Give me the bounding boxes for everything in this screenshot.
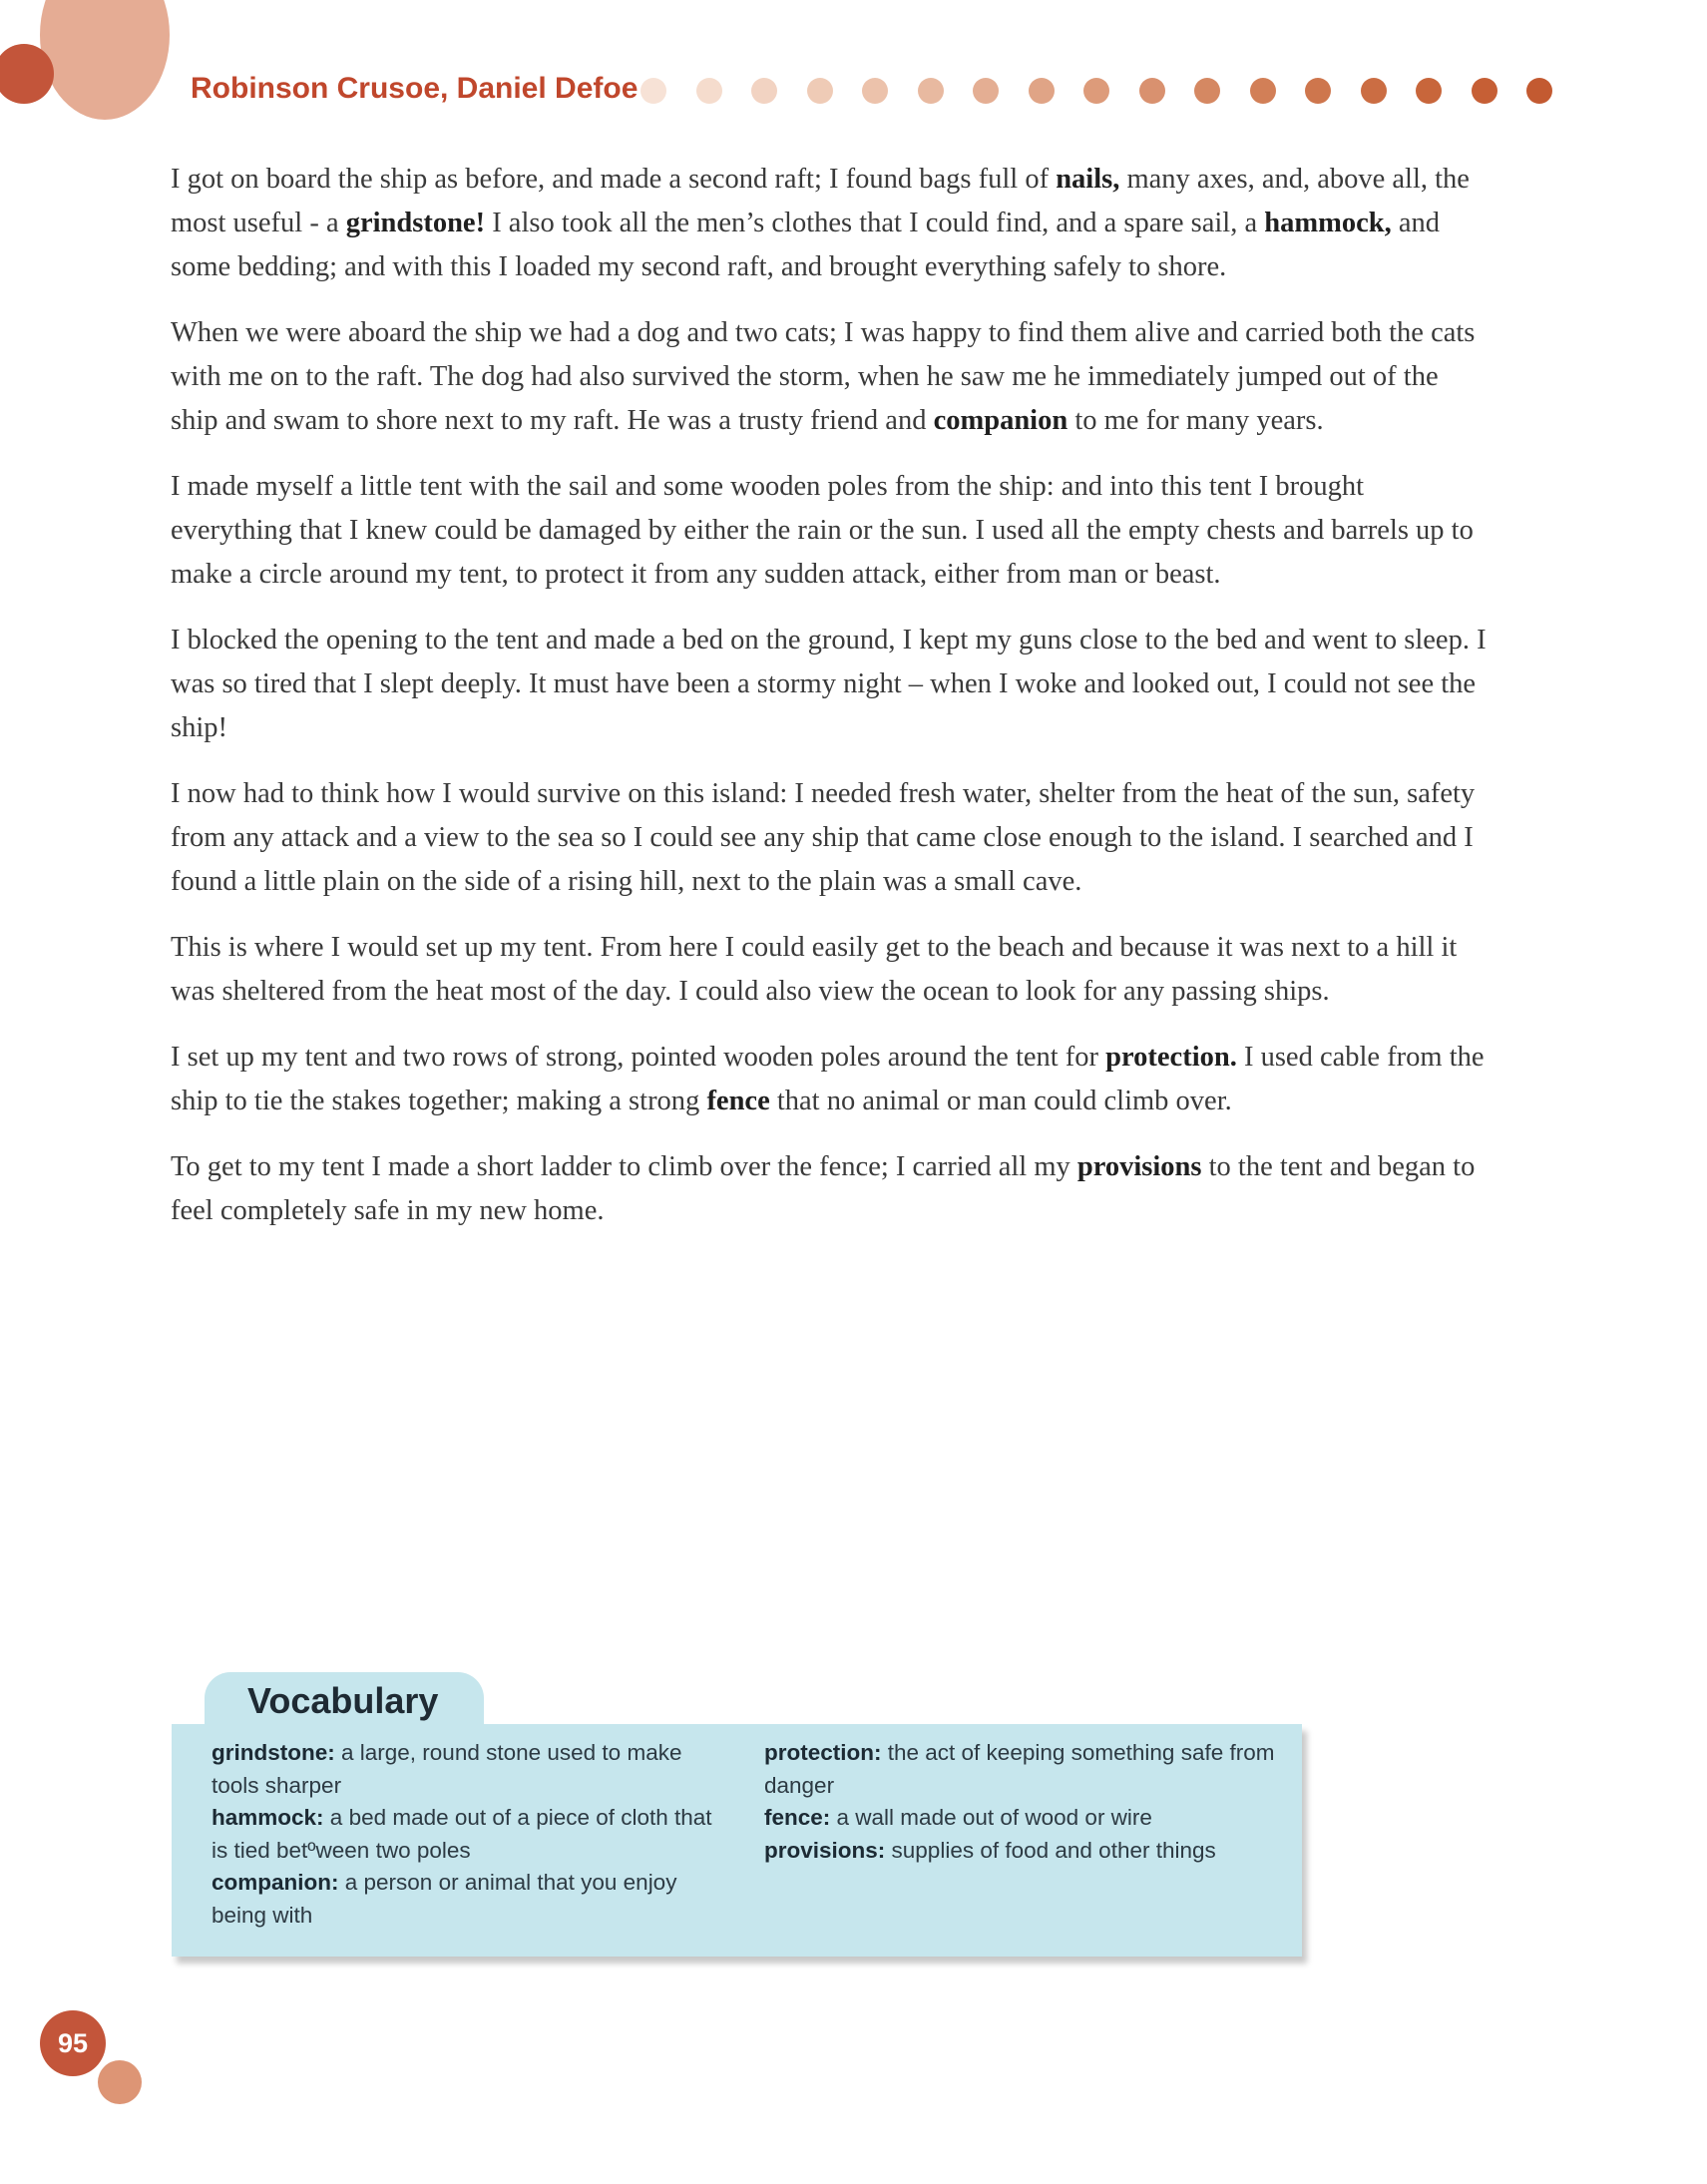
text-segment: many axes, and, above all, the most useful - a <box>171 164 1470 238</box>
vocabulary-entry <box>212 1737 730 1802</box>
header-dot <box>1139 78 1165 104</box>
vocabulary-highlight-word: grindstone! <box>345 208 486 238</box>
header-dot <box>1083 78 1109 104</box>
vocabulary-entry <box>212 1802 730 1867</box>
vocabulary-term: provisions: <box>764 1837 886 1863</box>
header-dot <box>1472 78 1497 104</box>
vocabulary-highlight-word: protection. <box>1105 1042 1237 1073</box>
vocabulary-entry <box>212 1867 730 1932</box>
header-dot <box>1361 78 1387 104</box>
vocabulary-highlight-word: provisions <box>1076 1151 1202 1182</box>
header-dot <box>1305 78 1331 104</box>
story-text <box>171 158 1488 1255</box>
vocabulary-entry <box>764 1802 1283 1835</box>
header-dot <box>1029 78 1055 104</box>
vocabulary-definition: a bed made out of a piece of cloth that is tied betºween two poles <box>212 1805 712 1863</box>
text-segment: to the tent and began to feel completely safe in my new home. <box>171 1151 1476 1226</box>
text-segment: to me for many years. <box>1067 405 1324 436</box>
vocabulary-term: hammock: <box>212 1805 324 1830</box>
header-dot <box>918 78 944 104</box>
text-segment: that no animal or man could climb over. <box>769 1086 1232 1116</box>
page-number: 95 <box>57 2028 89 2058</box>
text-segment: I used cable from the ship to tie the stakes together; making a strong <box>171 1042 1485 1116</box>
header-dot <box>640 78 666 104</box>
header-dot <box>862 78 888 104</box>
vocabulary-highlight-word: fence <box>706 1086 770 1116</box>
vocabulary-definition: supplies of food and other things <box>885 1837 1216 1863</box>
vocabulary-highlight-word: hammock, <box>1264 208 1392 238</box>
text-segment: I now had to think how I would survive on this island: I needed fresh water, shelter from the heat of the sun, safety from any attack and a view to the sea so I could see any ship that came close enough to the island. I searched and I found a little plain on the side of a rising hill, next to the plain was a small cave. <box>171 778 1476 897</box>
vocabulary-definition: a wall made out of wood or wire <box>830 1805 1152 1830</box>
header-dot <box>696 78 722 104</box>
vocabulary-highlight-word: nails, <box>1056 164 1120 195</box>
text-segment: To get to my tent I made a short ladder to climb over the fence; I carried all my <box>171 1151 1077 1182</box>
story-paragraph <box>171 311 1488 443</box>
running-header-title: Robinson Crusoe, Daniel Defoe <box>191 72 639 105</box>
vocabulary-term: fence: <box>764 1805 831 1830</box>
text-segment: I also took all the men’s clothes that I could find, and a spare sail, a <box>485 208 1265 238</box>
text-segment: I got on board the ship as before, and made a second raft; I found bags full of <box>171 164 1057 195</box>
story-paragraph <box>171 1036 1488 1123</box>
story-paragraph <box>171 465 1488 597</box>
page-number-decoration-circle <box>98 2060 142 2104</box>
vocabulary-highlight-word: companion <box>933 405 1068 436</box>
header-dot <box>1526 78 1552 104</box>
vocabulary-definition: a person or animal that you enjoy being with <box>212 1870 677 1928</box>
text-segment: I set up my tent and two rows of strong, pointed wooden poles around the tent for <box>171 1042 1106 1073</box>
text-segment: This is where I would set up my tent. From here I could easily get to the beach and because it was next to a hill it was sheltered from the heat most of the day. I could also view the ocean to look for any passing ships. <box>171 932 1458 1007</box>
vocabulary-term: companion: <box>212 1870 339 1895</box>
vocabulary-column-left <box>212 1737 730 1932</box>
text-segment: I made myself a little tent with the sail and some wooden poles from the ship: and into this tent I brought everything that I knew could be damaged by either the rain or the sun. I used all the empty chests and barrels up to make a circle around my tent, to protect it from any sudden attack, either from man or beast. <box>171 471 1474 590</box>
story-paragraph <box>171 619 1488 750</box>
header-dot <box>1416 78 1442 104</box>
vocabulary-entry <box>764 1737 1283 1802</box>
vocabulary-term: grindstone: <box>212 1740 335 1765</box>
header-dot <box>1250 78 1276 104</box>
story-paragraph <box>171 158 1488 289</box>
story-paragraph <box>171 1145 1488 1233</box>
vocabulary-entry <box>764 1835 1283 1868</box>
text-segment: I blocked the opening to the tent and made a bed on the ground, I kept my guns close to the bed and went to sleep. I was so tired that I slept deeply. It must have been a stormy night – when I woke and looked out, I could not see the ship! <box>171 625 1487 743</box>
header-dot <box>807 78 833 104</box>
vocabulary-column-right <box>764 1737 1283 1867</box>
story-paragraph <box>171 772 1488 904</box>
vocabulary-title: Vocabulary <box>247 1680 439 1721</box>
text-segment: and some bedding; and with this I loaded my second raft, and brought everything safely to shore. <box>171 208 1440 282</box>
vocabulary-term: protection: <box>764 1740 882 1765</box>
story-paragraph <box>171 926 1488 1014</box>
header-dot <box>1194 78 1220 104</box>
vocabulary-definition: the act of keeping something safe from danger <box>764 1740 1275 1798</box>
vocabulary-definition: a large, round stone used to make tools sharper <box>212 1740 682 1798</box>
header-dot <box>973 78 999 104</box>
text-segment: When we were aboard the ship we had a dog and two cats; I was happy to find them alive and carried both the cats with me on to the raft. The dog had also survived the storm, when he saw me he immediately jumped out of the ship and swam to shore next to my raft. He was a trusty friend and <box>171 317 1476 436</box>
header-dot <box>751 78 777 104</box>
